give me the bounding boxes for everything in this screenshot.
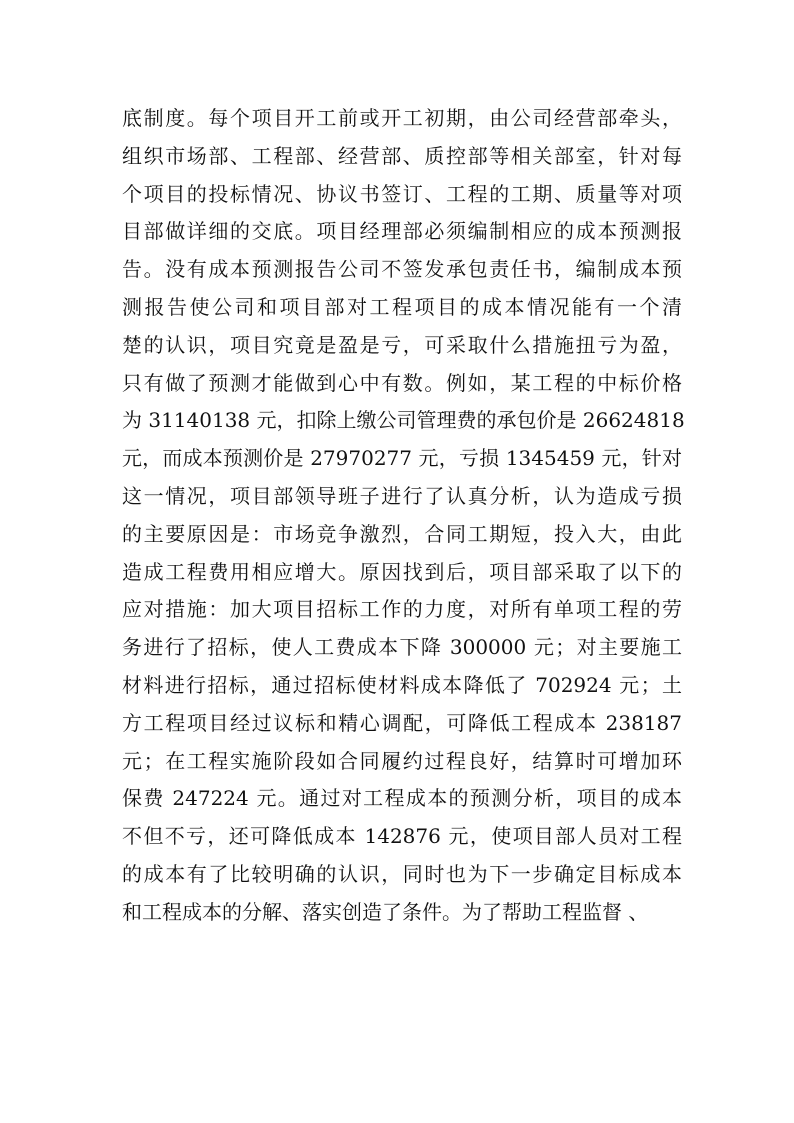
text-line: 这一情况，项目部领导班子进行了认真分析，认为造成亏损 [122,483,682,508]
text-line: 告。没有成本预测报告公司不签发承包责任书，编制成本预 [122,257,682,282]
text-line: 组织市场部、工程部、经营部、质控部等相关部室，针对每 [122,143,682,168]
text-line: 材料进行招标，通过招标使材料成本降低了 702924 元；土 [122,672,682,697]
text-line: 测报告使公司和项目部对工程项目的成本情况能有一个清 [122,294,682,319]
text-line: 方工程项目经过议标和精心调配，可降低工程成本 238187 [122,710,682,735]
text-line: 保费 247224 元。通过对工程成本的预测分析，项目的成本 [122,786,682,811]
text-line: 和工程成本的分解、落实创造了条件。为了帮助工程监督 、 [122,899,649,924]
text-line: 的主要原因是：市场竞争激烈，合同工期短，投入大，由此 [122,521,682,546]
text-line: 元，而成本预测价是 27970277 元，亏损 1345459 元，针对 [122,446,682,471]
text-line: 元；在工程实施阶段如合同履约过程良好，结算时可增加环 [122,748,682,773]
text-line: 为 31140138 元，扣除上缴公司管理费的承包价是 26624818 [122,408,685,433]
text-line: 的成本有了比较明确的认识，同时也为下一步确定目标成本 [122,861,682,886]
text-line: 个项目的投标情况、协议书签订、工程的工期、质量等对项 [122,181,682,206]
text-line: 只有做了预测才能做到心中有数。例如，某工程的中标价格 [122,370,682,395]
body-text [122,100,685,932]
text-line: 造成工程费用相应增大。原因找到后，项目部采取了以下的 [122,559,682,584]
text-line: 底制度。每个项目开工前或开工初期，由公司经营部牵头， [122,106,682,130]
text-line: 务进行了招标，使人工费成本下降 300000 元；对主要施工 [122,635,682,660]
text-line: 目部做详细的交底。项目经理部必须编制相应的成本预测报 [122,219,682,244]
text-line: 楚的认识，项目究竟是盈是亏，可采取什么措施扭亏为盈， [122,332,682,357]
text-line: 应对措施：加大项目招标工作的力度，对所有单项工程的劳 [122,597,682,622]
text-line: 不但不亏，还可降低成本 142876 元，使项目部人员对工程 [122,824,682,849]
